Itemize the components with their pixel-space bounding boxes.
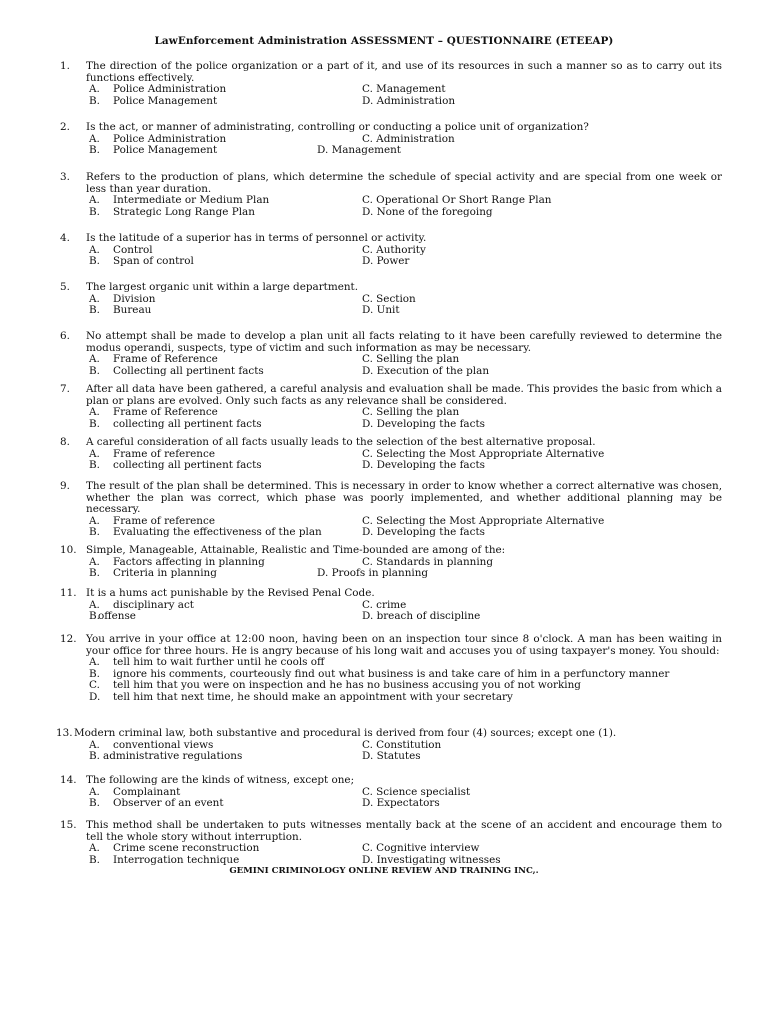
option-text: C. Authority [362,243,426,256]
options [86,245,722,268]
options [86,657,722,703]
option-text: Collecting all pertinent facts [113,364,264,377]
options [86,516,722,539]
question-14 [60,775,722,810]
option-letter: A. [89,656,100,669]
question-11 [60,588,722,623]
question-9 [60,481,722,539]
options [86,449,722,472]
question-10 [60,545,722,580]
option-letter: A. [89,243,100,256]
question-number: 10. [60,544,77,556]
option-text: D. Execution of the plan [362,364,490,377]
options [86,195,722,218]
option-letter: B. [89,364,100,377]
option-text: C. Selecting the Most Appropriate Alternative [362,447,605,460]
question-number: 14. [60,774,77,786]
option-letter: D. [89,690,101,703]
option-text: D. breach of discipline [362,610,481,623]
option-text: C. Constitution [362,738,442,751]
option-text: Frame of reference [113,514,215,527]
question-number: 8. [60,436,70,448]
options [86,354,722,377]
question-text: Modern criminal law, both substantive and procedural is derived from four (4) sources; except one (1). [74,727,617,739]
option-text: D. Proofs in planning [317,567,429,580]
question-number: 4. [60,232,70,244]
footer-organization: GEMINI CRIMINOLOGY ONLINE REVIEW AND TRAINING INC,. [229,866,539,876]
option-text: conventional views [113,738,214,751]
option-text: Bureau [113,304,152,317]
document-title: LawEnforcement Administration ASSESSMENT – QUESTIONNAIRE (ETEEAP) [154,35,614,47]
option-letter: A. [89,132,100,145]
question-number: 13. [56,727,73,739]
question-text: Refers to the production of plans, which determine the schedule of special activity and are special from one week or less than year duration. [86,171,722,195]
option-text: C. Cognitive interview [362,842,480,855]
question-2 [60,122,722,157]
option-text: C. Selecting the Most Appropriate Alternative [362,514,605,527]
option-letter: A. [89,353,100,366]
options [86,787,722,810]
question-text: Simple, Manageable, Attainable, Realistic and Time-bounded are among of the: [86,544,506,556]
question-text: The following are the kinds of witness, except one; [86,774,355,786]
option-letter: B. [89,94,100,107]
option-text: C. Management [362,83,446,96]
options [86,740,722,763]
question-1 [60,61,722,107]
option-letter: A. [89,406,100,419]
option-text: Span of control [113,255,194,268]
option-letter: B. [89,144,100,157]
option-text: C. Standards in planning [362,555,494,568]
option-letter: A. [89,555,100,568]
option-letter: B. [89,610,100,623]
option-letter: B. [89,667,100,680]
option-text: C. Selling the plan [362,406,460,419]
option-text: C. crime [362,598,407,611]
option-text: collecting all pertinent facts [113,417,262,430]
question-text: The direction of the police organization or a part of it, and use of its resources in such a manner so as to carry out its functions effectively. [86,60,722,84]
question-13 [56,727,722,763]
question-text: You arrive in your office at 12:00 noon, having been on an inspection tour since 8 o'clock. A man has been waiting in your office for three hours. He is angry because of his long wait and accuses you of using taxpayer's money. You should: [86,633,722,657]
option-letter: A. [89,194,100,207]
question-text: Is the latitude of a superior has in terms of personnel or activity. [86,232,427,244]
question-text: It is a hums act punishable by the Revised Penal Code. [86,587,375,599]
option-text: Complainant [113,785,181,798]
options [86,843,722,866]
question-4 [60,233,722,268]
option-letter: A. [89,83,100,96]
option-text: Police Administration [113,132,227,145]
option-text: Police Management [113,144,218,157]
option-letter: B. [89,526,100,539]
option-text: D. Power [362,255,410,268]
option-text: Criteria in planning [113,567,217,580]
question-number: 12. [60,633,77,645]
option-text: Crime scene reconstruction [113,842,260,855]
question-text: After all data have been gathered, a careful analysis and evaluation shall be made. This provides the basic from which a plan or plans are evolved. Only such facts as any relevance shall be considered. [86,383,722,407]
option-text: D. Developing the facts [362,417,485,430]
option-text: Interrogation technique [113,853,240,866]
option-text: Frame of reference [113,447,215,460]
option-text: tell him that next time, he should make an appointment with your secretary [113,690,513,703]
option-text: ignore his comments, courteously find out what business is and take care of him in a perfunctory manner [113,667,670,680]
option-text: D. Investigating witnesses [362,853,501,866]
option-text: administrative regulations [103,750,243,763]
options [86,134,722,157]
option-letter: A. [89,514,100,527]
question-text: The largest organic unit within a large department. [86,281,359,293]
option-text: Strategic Long Range Plan [113,205,255,218]
option-letter: B. [89,255,100,268]
question-text: Is the act, or manner of administrating, controlling or conducting a police unit of organization? [86,121,589,133]
option-letter: B. [89,304,100,317]
question-text: The result of the plan shall be determined. This is necessary in order to know whether a correct alternative was chosen, whether the plan was correct, which phase was poorly implemented, and whether additional planning may be necessary. [86,480,722,516]
option-text: Intermediate or Medium Plan [113,194,270,207]
question-number: 1. [60,60,70,72]
option-text: Observer of an event [113,797,224,810]
question-number: 3. [60,171,70,183]
option-text: Police Management [113,94,218,107]
options [86,294,722,317]
option-text: D. Developing the facts [362,526,485,539]
options [86,600,722,623]
question-5 [60,282,722,317]
option-text: Evaluating the effectiveness of the plan [113,526,322,539]
option-letter: B. [89,567,100,580]
option-letter: B. [89,853,100,866]
question-number: 9. [60,480,70,492]
option-text: tell him to wait further until he cools off [113,656,325,669]
option-letter: C. [89,679,100,692]
option-letter: B. [89,459,100,472]
option-letter: B. [89,797,100,810]
option-text: Factors affecting in planning [113,555,265,568]
option-letter: A. [89,785,100,798]
option-text: Frame of Reference [113,406,218,419]
option-text: D. Management [317,144,401,157]
option-letter: A. [89,738,100,751]
question-7 [60,384,722,430]
question-text: This method shall be undertaken to puts witnesses mentally back at the scene of an accident and encourage them to tell the whole story without interruption. [86,819,722,843]
question-15 [60,820,722,866]
question-12 [60,634,722,704]
option-text: Frame of Reference [113,353,218,366]
options [86,407,722,430]
question-number: 15. [60,819,77,831]
option-letter: B. [89,417,100,430]
option-text: D. None of the foregoing [362,205,493,218]
options [86,557,722,580]
option-letter: A. [89,842,100,855]
option-text: Division [113,292,156,305]
question-number: 5. [60,281,70,293]
question-3 [60,172,722,218]
question-number: 6. [60,330,70,342]
question-6 [60,331,722,377]
option-letter: A. [89,598,100,611]
option-text: D. Developing the facts [362,459,485,472]
question-number: 2. [60,121,70,133]
question-8 [60,437,722,472]
option-letter: B. [89,205,100,218]
question-number: 11. [60,587,77,599]
option-letter: B. [89,750,100,763]
option-text: Control [113,243,153,256]
option-letter: A. [89,447,100,460]
option-text: D. Statutes [362,750,421,763]
option-text: C. Science specialist [362,785,471,798]
question-text: No attempt shall be made to develop a plan unit all facts relating to it have been carefully reviewed to determine the modus operandi, suspects, type of victim and such information as may be necessary. [86,330,722,354]
options [86,84,722,107]
option-text: tell him that you were on inspection and he has no business accusing you of not working [113,679,581,692]
option-text: offense [98,610,136,623]
question-number: 7. [60,383,70,395]
question-text: A careful consideration of all facts usually leads to the selection of the best alternative proposal. [86,436,596,448]
option-text: C. Selling the plan [362,353,460,366]
option-letter: A. [89,292,100,305]
option-text: disciplinary act [113,598,194,611]
option-text: D. Expectators [362,797,440,810]
option-text: D. Unit [362,304,400,317]
option-text: C. Administration [362,132,455,145]
option-text: D. Administration [362,94,456,107]
option-text: collecting all pertinent facts [113,459,262,472]
option-text: Police Administration [113,83,227,96]
option-text: C. Section [362,292,416,305]
option-text: C. Operational Or Short Range Plan [362,194,552,207]
